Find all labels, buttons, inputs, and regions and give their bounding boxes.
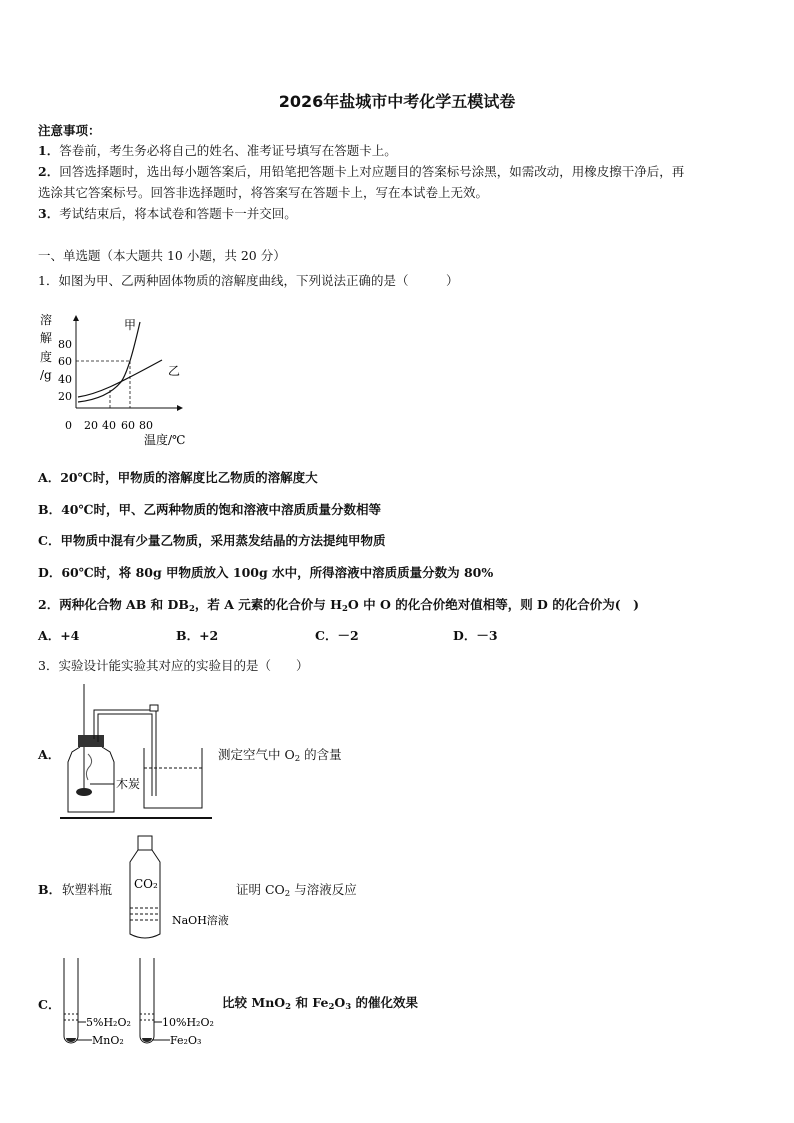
q1-option-d: D．60℃时，将 80g 甲物质放入 100g 水中，所得溶液中溶质质量分数为 80% — [38, 565, 494, 580]
series-a-label: 甲 — [124, 318, 137, 332]
q3-option-c-label: C． — [38, 997, 61, 1012]
x-label: 温度/℃ — [144, 433, 186, 447]
q2-option-b: B．+2 — [176, 628, 219, 643]
notice-item-2-cont: 选涂其它答案标号。回答非选择题时，将答案写在答题卡上，写在本试卷上无效。 — [38, 185, 489, 200]
page-title: 2026年盐城市中考化学五模试卷 — [278, 92, 516, 111]
q3-stem: 3．实验设计能实验其对应的实验目的是（ ） — [38, 658, 309, 673]
tube-2-solid-label: Fe₂O₃ — [170, 1034, 202, 1047]
gas-jar — [68, 747, 114, 812]
tube-1-solid — [66, 1038, 76, 1042]
notice-item-3: 3．考试结束后，将本试卷和答题卡一并交回。 — [38, 206, 297, 221]
y-tick-40: 40 — [58, 373, 72, 386]
charcoal — [76, 788, 92, 796]
solubility-chart — [36, 308, 216, 448]
q2-option-d: D．－3 — [453, 628, 498, 643]
tube-1 — [64, 958, 78, 1043]
charcoal-apparatus — [60, 684, 220, 822]
y-tick-80: 80 — [58, 338, 72, 351]
tube-1-liquid-label: 5%H₂O₂ — [86, 1016, 131, 1029]
beaker — [144, 748, 202, 808]
bottle-liquid-label: NaOH溶液 — [172, 914, 229, 927]
bottle-body — [130, 850, 160, 938]
section-heading: 一、单选题（本大题共 10 小题，共 20 分） — [38, 248, 286, 263]
tube-2-liquid-label: 10%H₂O₂ — [162, 1016, 214, 1029]
x-tick-40: 40 — [102, 419, 116, 432]
q1-stem: 1．如图为甲、乙两种固体物质的溶解度曲线，下列说法正确的是（ ） — [38, 273, 459, 288]
y-label-4: /g — [40, 368, 52, 382]
x-tick-80: 80 — [139, 419, 153, 432]
notice-item-1: 1．答卷前，考生务必将自己的姓名、准考证号填写在答题卡上。 — [38, 143, 397, 158]
y-tick-20: 20 — [58, 390, 72, 403]
q2-option-a: A．+4 — [38, 628, 80, 643]
test-tubes — [58, 952, 238, 1050]
q2-stem: 2．两种化合物 AB 和 $DB_2$，若 A 元素的化合价与 $H_2O$ 中 O 的化合价绝对值相等，则 D 的化合价为( ) — [38, 597, 640, 614]
clamp — [150, 705, 158, 711]
q1-option-c: C．甲物质中混有少量乙物质，采用蒸发结晶的方法提纯甲物质 — [38, 533, 386, 548]
x-tick-60: 60 — [121, 419, 135, 432]
smoke — [86, 754, 91, 780]
stopper — [78, 735, 104, 747]
charcoal-label: 木炭 — [116, 777, 141, 791]
tube-2 — [140, 958, 154, 1043]
tube-1-solid-label: MnO₂ — [92, 1034, 124, 1047]
y-label-2: 解 — [40, 331, 53, 345]
y-label-3: 度 — [40, 350, 53, 364]
bottle-cap — [138, 836, 152, 850]
plastic-bottle — [122, 832, 242, 944]
q3-option-c-text: 比较 MnO$_2$ 和 $Fe_2O_3$ 的催化效果 — [222, 995, 419, 1012]
x-tick-20: 20 — [84, 419, 98, 432]
q3-option-a-text: 测定空气中 $O_2$ 的含量 — [218, 747, 342, 764]
q3-option-b-label: B． — [38, 882, 62, 897]
y-tick-60: 60 — [58, 355, 72, 368]
q3-option-a-label: A． — [38, 747, 61, 762]
notice-heading: 注意事项： — [38, 123, 101, 138]
q3-option-b-text: 证明 $CO_2$ 与溶液反应 — [236, 882, 357, 899]
q3-option-b-left: 软塑料瓶 — [62, 882, 113, 897]
curve-b — [78, 360, 162, 397]
series-b-label: 乙 — [168, 364, 181, 378]
q1-option-b: B．40℃时，甲、乙两种物质的饱和溶液中溶质质量分数相等 — [38, 502, 381, 517]
q2-option-c: C．－2 — [315, 628, 359, 643]
y-label-1: 溶 — [40, 313, 53, 327]
notice-item-2: 2．回答选择题时，选出每小题答案后，用铅笔把答题卡上对应题目的答案标号涂黑，如需改动，用橡皮擦干净后，再 — [38, 164, 685, 179]
curve-a — [78, 322, 140, 402]
x-tick-0: 0 — [65, 419, 72, 432]
tube-2-solid — [142, 1038, 152, 1042]
q1-option-a: A．20℃时，甲物质的溶解度比乙物质的溶解度大 — [38, 470, 318, 485]
bottle-gas-label: CO₂ — [134, 877, 158, 891]
